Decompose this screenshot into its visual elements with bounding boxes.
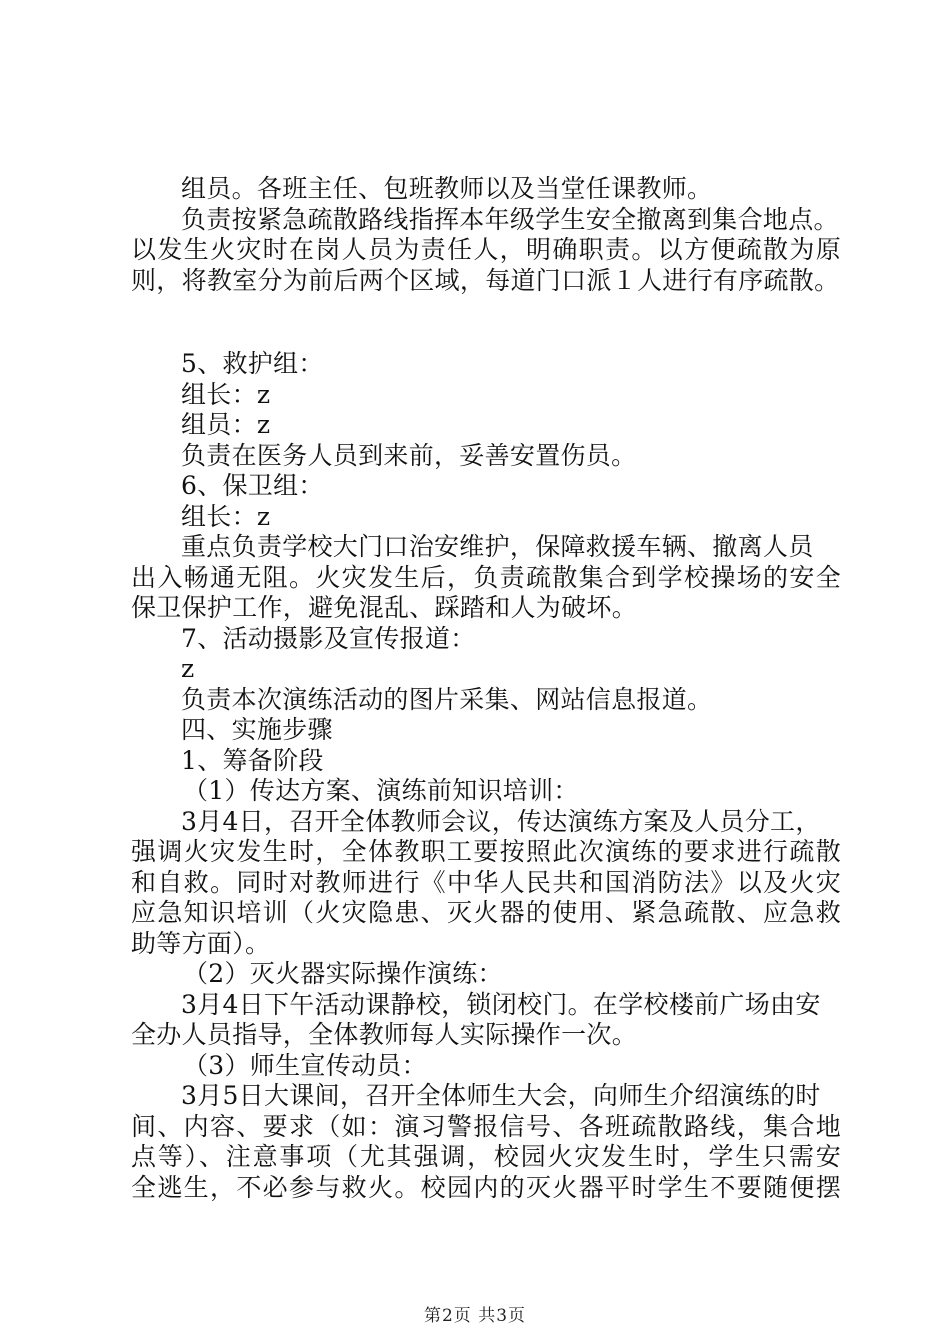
paragraph-line: 全逃生，不必参与救火。校园内的灭火器平时学生不要随便摆 <box>131 1172 841 1202</box>
paragraph-line: z <box>181 654 195 683</box>
paragraph-line: 以发生火灾时在岗人员为责任人，明确职责。以方便疏散为原 <box>131 235 841 264</box>
paragraph-line: 重点负责学校大门口治安维护，保障救援车辆、撤离人员 <box>181 532 814 561</box>
section-heading: 四、实施步骤 <box>181 715 333 744</box>
section-heading: （2）灭火器实际操作演练： <box>183 959 503 988</box>
paragraph-line: 负责按紧急疏散路线指挥本年级学生安全撤离到集合地点。 <box>181 204 839 234</box>
paragraph-line: 间、内容、要求（如：演习警报信号、各班疏散路线，集合地 <box>131 1111 841 1141</box>
paragraph-line: 3月5日大课间，召开全体师生大会，向师生介绍演练的时 <box>181 1081 821 1110</box>
paragraph-line: 组长：z <box>181 501 271 531</box>
paragraph-line: 3月4日下午活动课静校，锁闭校门。在学校楼前广场由安 <box>181 989 821 1019</box>
section-heading: 6、保卫组： <box>181 471 324 500</box>
document-body <box>131 174 841 1203</box>
paragraph-line: 负责在医务人员到来前，妥善安置伤员。 <box>181 440 637 470</box>
paragraph-line: 保卫保护工作，避免混乱、踩踏和人为破坏。 <box>131 593 638 622</box>
section-heading: （3）师生宣传动员： <box>183 1050 427 1080</box>
paragraph-line: 助等方面）。 <box>131 928 271 958</box>
section-heading: 1、筹备阶段 <box>181 745 324 775</box>
paragraph-line: 组员。各班主任、包班教师以及当堂任课教师。 <box>181 174 713 203</box>
paragraph-line: 负责本次演练活动的图片采集、网站信息报道。 <box>181 684 713 714</box>
section-heading: 7、活动摄影及宣传报道： <box>181 623 476 653</box>
page-number-footer: 第2页 共3页 <box>423 1306 527 1326</box>
paragraph-line: 点等）、注意事项（尤其强调，校园火灾发生时，学生只需安 <box>131 1142 841 1171</box>
paragraph-gap <box>131 296 841 349</box>
paragraph-line: 全办人员指导，全体教师每人实际操作一次。 <box>131 1020 638 1049</box>
section-heading: （1）传达方案、演练前知识培训： <box>183 776 579 805</box>
paragraph-line: 3月4日，召开全体教师会议，传达演练方案及人员分工， <box>181 806 821 836</box>
paragraph-line: 组长：z <box>181 379 271 409</box>
paragraph-line: 和自救。同时对教师进行《中华人民共和国消防法》以及火灾 <box>131 867 841 897</box>
paragraph-line: 组员：z <box>181 410 271 439</box>
paragraph-line: 出入畅通无阻。火灾发生后，负责疏散集合到学校操场的安全 <box>131 562 841 592</box>
section-heading: 5、救护组： <box>181 349 324 378</box>
paragraph-line: 则，将教室分为前后两个区域，每道门口派１人进行有序疏散。 <box>131 265 840 295</box>
paragraph-line: 应急知识培训（火灾隐患、灭火器的使用、紧急疏散、应急救 <box>131 898 841 927</box>
paragraph-line: 强调火灾发生时，全体教职工要按照此次演练的要求进行疏散 <box>131 837 841 866</box>
